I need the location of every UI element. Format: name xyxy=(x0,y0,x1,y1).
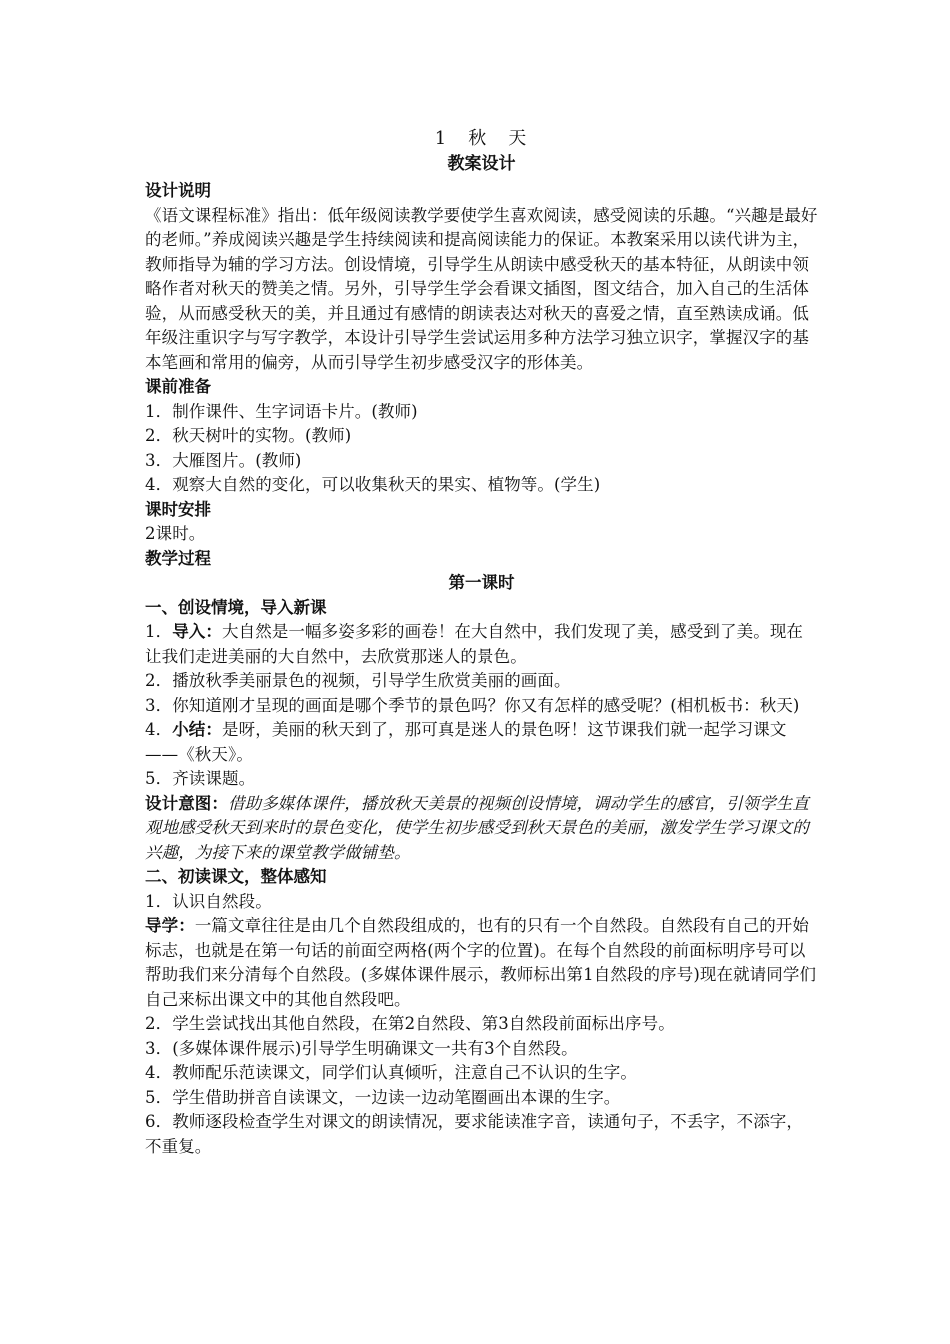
guide-paragraph xyxy=(145,914,818,1012)
step-label: 导入： xyxy=(172,622,223,641)
lesson-period-heading: 第一课时 xyxy=(448,573,515,592)
prep-item: 4．观察大自然的变化，可以收集秋天的果实、植物等。(学生) xyxy=(145,475,601,494)
prep-item: 1．制作课件、生字词语卡片。(教师) xyxy=(145,401,418,421)
design-paragraph: 《语文课程标准》指出：低年级阅读教学要使学生喜欢阅读，感受阅读的乐趣。“兴趣是最好的老师。”养成阅读兴趣是学生持续阅读和提高阅读能力的保证。本教案采用以读代讲为主，教师指导为辅的学习方法。创设情境，引导学生从朗读中感受秋天的基本特征，从朗读中领略作者对秋天的赞美之情。另外，引导学生学会看课文插图，图文结合，加入自己的生活体验，从而感受秋天的美，并且通过有感情的朗读表达对秋天的喜爱之情，直至熟读成诵。低年级注重识字与写字教学，本设计引导学生尝试运用多种方法学习独立识字，掌握汉字的基本笔画和常用的偏旁，从而引导学生初步感受汉字的形体美。 xyxy=(145,205,818,372)
step-text: 大自然是一幅多姿多彩的画卷！在大自然中，我们发现了美，感受到了美。现在让我们走进美丽的大自然中，去欣赏那迷人的景色。 xyxy=(145,622,804,666)
intent-text: 借助多媒体课件，播放秋天美景的视频创设情境，调动学生的感官，引领学生直观地感受秋天到来时的景色变化，使学生初步感受到秋天景色的美丽，激发学生学习课文的兴趣，为接下来的课堂教学做铺垫。 xyxy=(145,793,809,862)
step-summary xyxy=(145,718,818,767)
intent-label: 设计意图： xyxy=(145,793,228,813)
part-heading-1: 一、创设情境，导入新课 xyxy=(145,597,327,617)
step-label: 小结： xyxy=(172,720,223,739)
step-intro xyxy=(145,620,818,669)
guide-text: 一篇文章往往是由几个自然段组成的，也有的只有一个自然段。自然段有自己的开始标志，也就是在第一句话的前面空两格(两个字的位置)。在每个自然段的前面标明序号可以帮助我们来分清每个自然段。(多媒体课件展示，教师标出第1自然段的序号)现在就请同学们自己来标出课文中的其他自然段吧。 xyxy=(145,916,817,1009)
step-number: 4． xyxy=(145,720,173,739)
step-question: 3．你知道刚才呈现的画面是哪个季节的景色吗？你又有怎样的感受呢？(相机板书：秋天) xyxy=(145,695,800,715)
step-model-reading: 4．教师配乐范读课文，同学们认真倾听，注意自己不认识的生字。 xyxy=(145,1063,637,1082)
design-intent xyxy=(145,792,818,866)
step-self-reading: 5．学生借助拼音自读课文，一边读一边动笔圈画出本课的生字。 xyxy=(145,1087,621,1107)
lesson-subtitle: 教案设计 xyxy=(447,154,516,174)
step-text: 是呀，美丽的秋天到了，那可真是迷人的景色呀！这节课我们就一起学习课文——《秋天》。 xyxy=(145,720,787,764)
step-count-paragraphs: 3．(多媒体课件展示)引导学生明确课文一共有3个自然段。 xyxy=(145,1038,578,1058)
prep-item: 3．大雁图片。(教师) xyxy=(145,450,302,470)
schedule-text: 2课时。 xyxy=(145,524,206,543)
section-heading-process: 教学过程 xyxy=(145,548,211,568)
section-heading-prep: 课前准备 xyxy=(145,377,211,396)
step-check-reading: 6．教师逐段检查学生对课文的朗读情况，要求能读准字音，读通句子，不丢字，不添字，不重复。 xyxy=(145,1112,803,1156)
step-number: 1． xyxy=(145,622,173,641)
guide-label: 导学： xyxy=(145,916,195,935)
section-heading-schedule: 课时安排 xyxy=(145,499,211,519)
step-video: 2．播放秋季美丽景色的视频，引导学生欣赏美丽的画面。 xyxy=(145,671,571,690)
section-heading-design: 设计说明 xyxy=(145,181,211,200)
prep-item: 2．秋天树叶的实物。(教师) xyxy=(145,426,352,445)
lesson-title: 1 秋 天 xyxy=(434,128,529,149)
step-paragraphs: 1．认识自然段。 xyxy=(145,891,272,911)
step-read-title: 5．齐读课题。 xyxy=(145,769,256,788)
part-heading-2: 二、初读课文，整体感知 xyxy=(145,867,327,886)
step-find-paragraphs: 2．学生尝试找出其他自然段，在第2自然段、第3自然段前面标出序号。 xyxy=(145,1014,675,1033)
